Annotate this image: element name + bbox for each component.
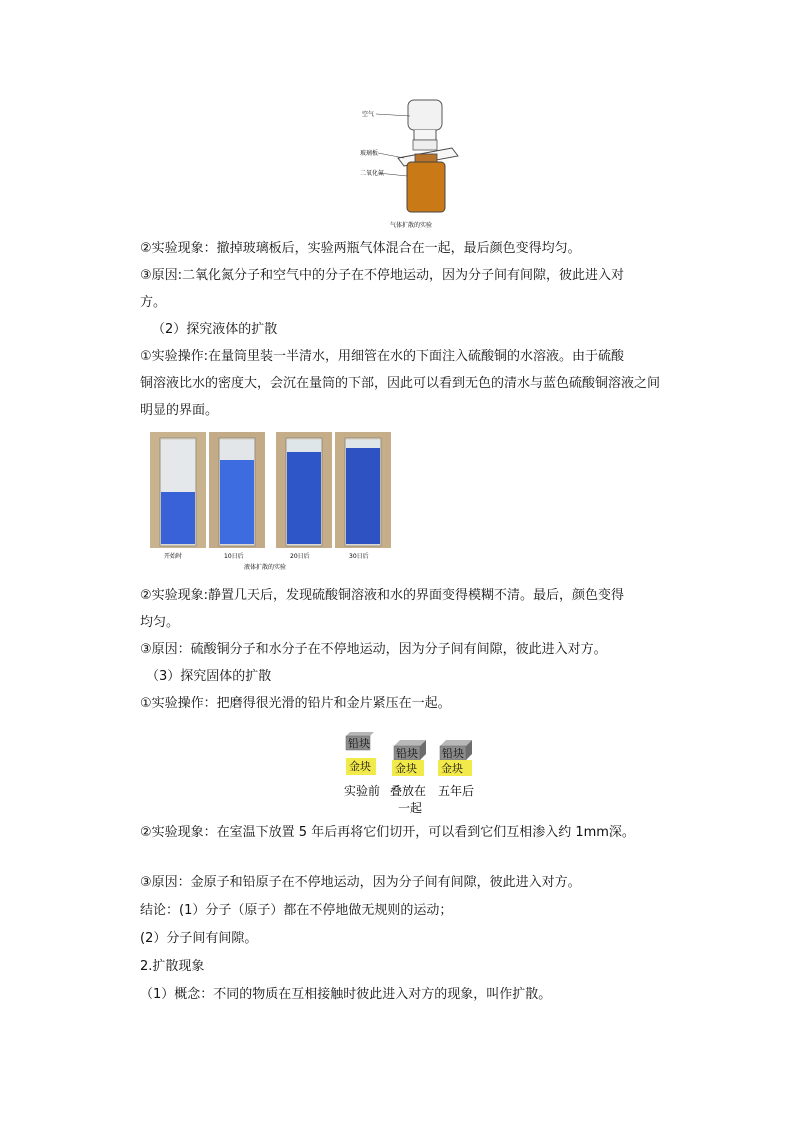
cylinder-photo-20-days: [276, 432, 332, 548]
gold-label-stacked: 金块: [395, 762, 417, 775]
cylinder-photo-10-days: [209, 432, 265, 548]
label-glass-plate: 玻璃板: [360, 150, 379, 157]
label-20-days: 20日后: [290, 553, 310, 560]
conclusion-line2: (2）分子间有间隙。: [140, 931, 258, 946]
gas-reason-line1: ③原因:二氧化氮分子和空气中的分子在不停地运动，因为分子间有间隙，彼此进入对: [140, 268, 625, 283]
gas-phenomenon: ②实验现象：撤掉玻璃板后，实验两瓶气体混合在一起，最后颜色变得均匀。: [140, 241, 581, 256]
no2-bottle: [407, 154, 445, 212]
blocks-before: [346, 732, 376, 775]
lead-label-after: 铅块: [442, 747, 464, 760]
label-air: 空气: [362, 111, 375, 118]
gold-label-after: 金块: [441, 762, 463, 775]
blocks-five-years: [438, 740, 472, 776]
caption-stacked: 叠放在: [390, 784, 427, 798]
caption-together: 一起: [398, 801, 423, 815]
liquid-diffusion-figure: [150, 432, 394, 572]
label-30-days: 30日后: [349, 553, 369, 560]
lead-label-before: 铅块: [348, 737, 370, 750]
solid-section-title: （3）探究固体的扩散: [146, 669, 272, 684]
diffusion-concept: （1）概念：不同的物质在互相接触时彼此进入对方的现象，叫作扩散。: [140, 987, 552, 1002]
cylinder-photo-start: [150, 432, 206, 548]
gas-diffusion-figure: [360, 96, 470, 232]
liquid-operation-line3: 明显的界面。: [140, 403, 219, 418]
liquid-figure-caption: 液体扩散的实验: [244, 564, 287, 571]
liquid-reason: ③原因：硫酸铜分子和水分子在不停地运动，因为分子间有间隙，彼此进入对方。: [140, 642, 607, 657]
air-bottle: [408, 100, 442, 150]
solid-phenomenon: ②实验现象：在室温下放置 5 年后再将它们切开，可以看到它们互相渗入约 1mm深。: [140, 825, 635, 840]
liquid-phenomenon-line2: 均匀。: [140, 615, 180, 630]
liquid-operation-line2: 铜溶液比水的密度大，会沉在量筒的下部，因此可以看到无色的清水与蓝色硫酸铜溶液之间: [140, 376, 661, 391]
liquid-operation-line1: ①实验操作:在量筒里装一半清水，用细管在水的下面注入硫酸铜的水溶液。由于硫酸: [140, 349, 625, 364]
cylinder-photo-30-days: [335, 432, 391, 548]
liquid-section-title: （2）探究液体的扩散: [152, 322, 278, 337]
section-2-title: 2.扩散现象: [140, 959, 205, 974]
label-start: 开始时: [164, 553, 183, 560]
solid-diffusion-figure: [340, 732, 486, 818]
lead-label-stacked: 铅块: [396, 747, 418, 760]
caption-five-years: 五年后: [438, 784, 475, 798]
caption-before: 实验前: [344, 784, 381, 798]
label-10-days: 10日后: [224, 553, 244, 560]
gas-reason-line2: 方。: [140, 295, 167, 310]
gold-label-before: 金块: [349, 760, 371, 773]
gas-figure-caption: 气体扩散的实验: [390, 222, 433, 229]
solid-reason: ③原因：金原子和铅原子在不停地运动，因为分子间有间隙，彼此进入对方。: [140, 875, 581, 890]
solid-operation: ①实验操作：把磨得很光滑的铅片和金片紧压在一起。: [140, 696, 451, 711]
label-no2: 二氧化氮: [360, 170, 385, 177]
blocks-stacked: [392, 740, 426, 776]
conclusion-line1: 结论：(1）分子（原子）都在不停地做无规则的运动；: [140, 903, 453, 918]
liquid-phenomenon-line1: ②实验现象:静置几天后，发现硫酸铜溶液和水的界面变得模糊不清。最后，颜色变得: [140, 588, 625, 603]
